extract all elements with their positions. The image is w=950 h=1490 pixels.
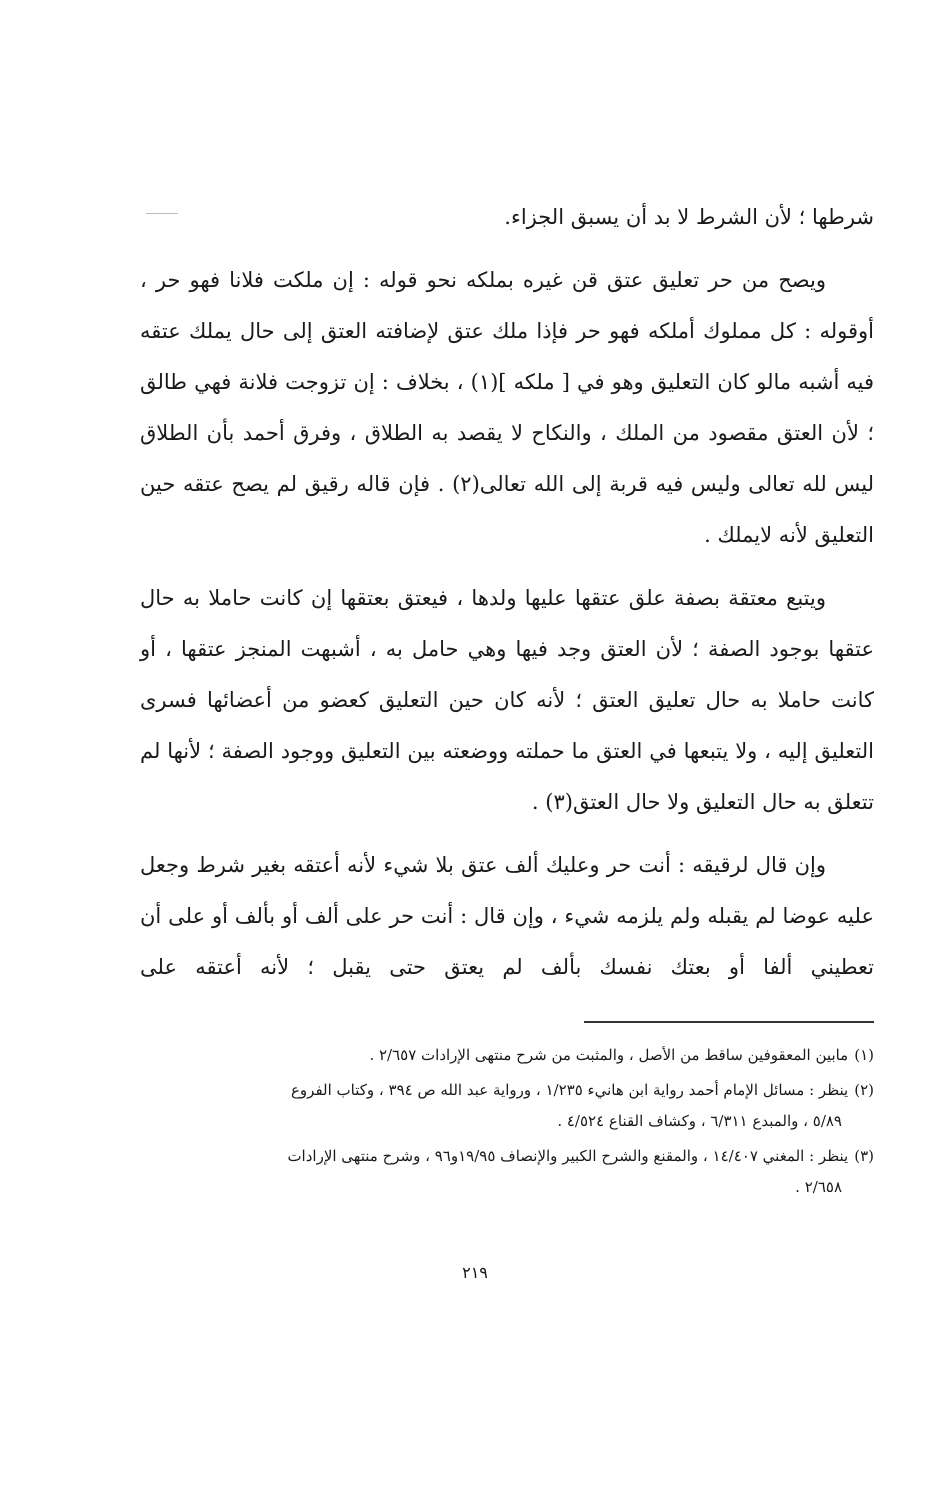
paragraph-manumission-with-compensation: وإن قال لرقيقه : أنت حر وعليك ألف عتق بلا شيء لأنه أعتقه بغير شرط وجعل عليه عوضا لم يقبله ولم يلزمه شيء ، وإن قال : أنت حر على ألف أو بألف أو على أن تعطيني ألفا أو بعتك نفسك بألف لم يعتق حتى يقبل ؛ لأنه أعتقه على [140, 853, 875, 979]
footnote-text: ينظر : المغني ١٤/٤٠٧ ، والمقنع والشرح الكبير والإنصاف ١٩/٩٥و٩٦ ، وشرح منتهى الإرادات [287, 1147, 849, 1165]
footnote-text: مابين المعقوفين ساقط من الأصل ، والمثبت من شرح منتهى الإرادات ٢/٦٥٧ . [369, 1046, 849, 1064]
footnote-text-continued: ٥/٨٩ ، والمبدع ٦/٣١١ ، وكشاف القناع ٤/٥٢٤ . [557, 1112, 842, 1130]
footnote-separator [584, 1021, 874, 1023]
footnotes [130, 1040, 874, 1207]
footnote-number: (٣) [854, 1147, 874, 1165]
main-text [140, 192, 874, 1005]
footnote-1 [130, 1040, 874, 1071]
paragraph-conditional-manumission: ويصح من حر تعليق عتق قن غيره بملكه نحو قوله : إن ملكت فلانا فهو حر ، أوقوله : كل مملوك أملكه فهو حر فإذا ملك عتق لإضافته العتق إلى حال يملك عتقه فيه أشبه مالو كان التعليق وهو في [ ملكه ](١) ، بخلاف : إن تزوجت فلانة فهي طالق ؛ لأن العتق مقصود من الملك ، والنكاح لا يقصد به الطلاق ، وفرق أحمد بأن الطلاق ليس لله تعالى وليس فيه قربة إلى الله تعالى(٢) . فإن قاله رقيق لم يصح عتقه حين التعليق لأنه لايملك . [140, 268, 875, 547]
footnote-number: (١) [854, 1046, 874, 1064]
paragraph-child-follows-mother: ويتبع معتقة بصفة علق عتقها عليها ولدها ، فيعتق بعتقها إن كانت حاملا به حال عتقها بوجود الصفة ؛ لأن العتق وجد فيها وهي حامل به ، أشبهت المنجز عتقها ، أو كانت حاملا به حال تعليق العتق ؛ لأنه كان حين التعليق كعضو من أعضائها فسرى التعليق إليه ، ولا يتبعها في العتق ما حملته ووضعته بين التعليق ووجود الصفة ؛ لأنها لم تتعلق به حال التعليق ولا حال العتق(٣) . [140, 586, 874, 814]
footnote-2 [130, 1075, 874, 1137]
page-number: ٢١٩ [462, 1263, 488, 1282]
footnote-text: ينظر : مسائل الإمام أحمد رواية ابن هانيء ١/٢٣٥ ، ورواية عبد الله ص ٣٩٤ ، وكتاب الفروع [290, 1081, 849, 1099]
footnote-number: (٢) [854, 1081, 874, 1099]
footnote-3 [130, 1141, 874, 1203]
paragraph-continuation: شرطها ؛ لأن الشرط لا بد أن يسبق الجزاء. [504, 205, 874, 229]
footnote-text-continued: ٢/٦٥٨ . [795, 1178, 842, 1196]
